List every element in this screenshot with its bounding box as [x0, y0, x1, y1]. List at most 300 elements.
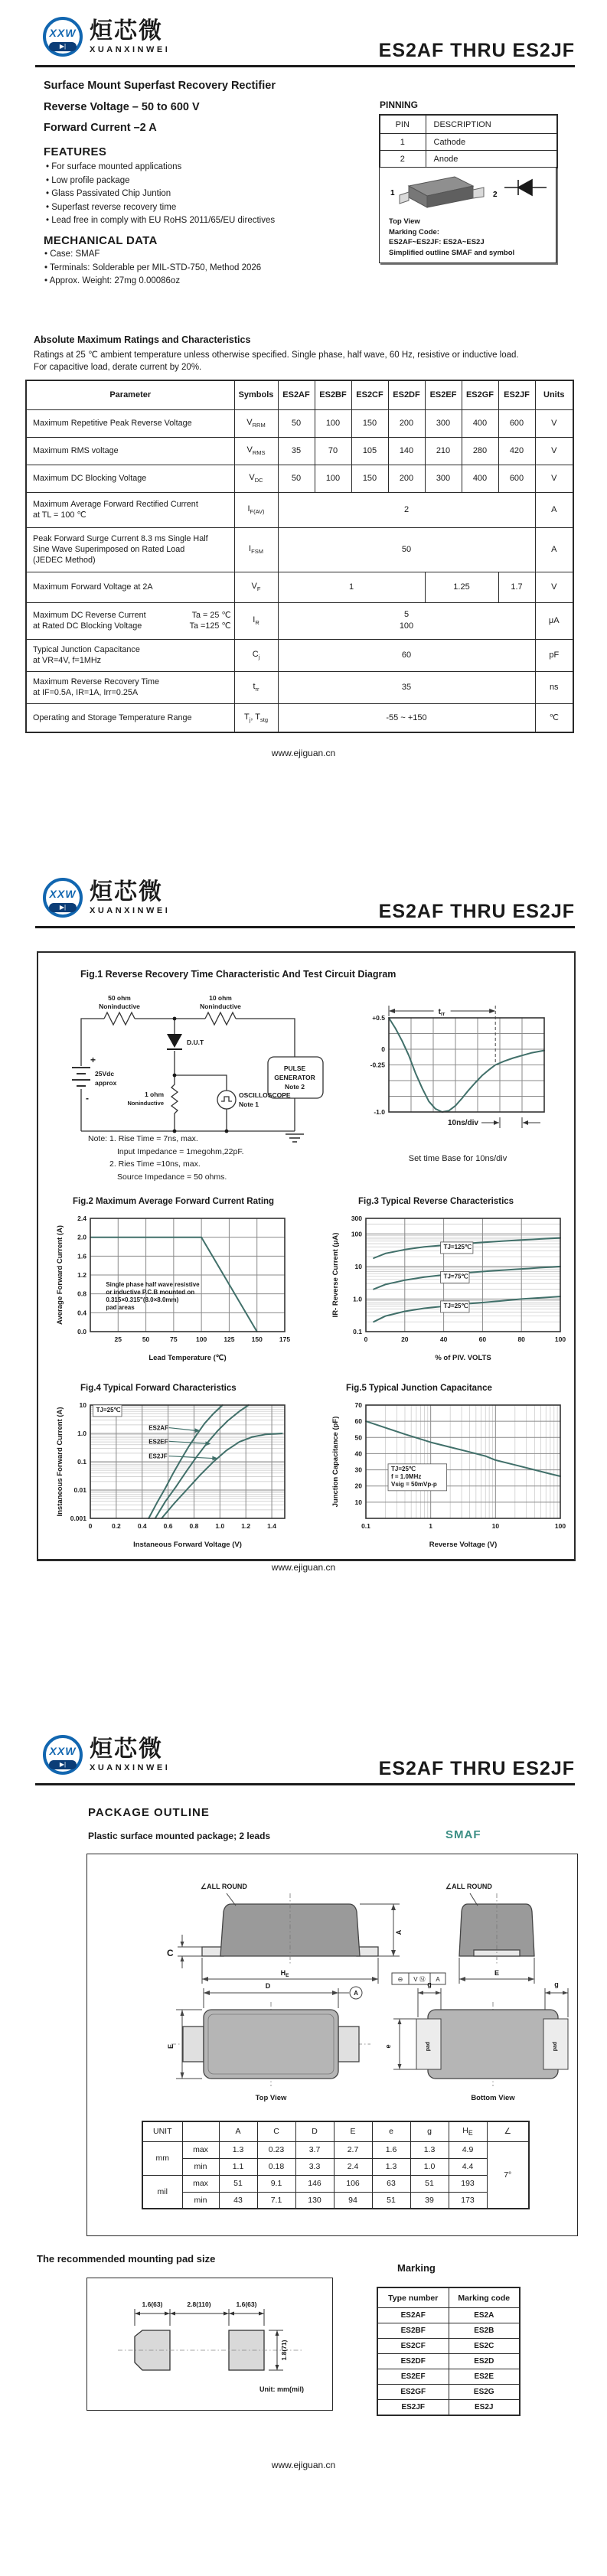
table-header-row	[377, 2287, 520, 2308]
dim-col-header: E	[334, 2121, 372, 2141]
svg-text:or inductive P.C.B mounted on: or inductive P.C.B mounted on	[106, 1288, 195, 1296]
svg-text:TJ=25℃: TJ=25℃	[391, 1465, 416, 1472]
pin2-label: 2	[493, 191, 498, 199]
svg-text:100: 100	[554, 1335, 566, 1343]
param-condition: Ta =125 ℃	[189, 621, 231, 631]
symbol-cell: $T_j$, $T_{stg}$	[234, 703, 278, 732]
angle-value: 7°	[487, 2141, 529, 2209]
type-number: ES2JF	[377, 2400, 449, 2416]
features-list	[46, 161, 275, 228]
package-name: SMAF	[445, 1828, 481, 1841]
col-header-symbols: Symbols	[234, 380, 278, 409]
svg-text:0.6: 0.6	[163, 1522, 173, 1530]
fig1-test-circuit	[60, 990, 335, 1152]
dim-value: 173	[449, 2192, 487, 2209]
dim-value: 3.7	[295, 2141, 334, 2158]
dim-e-small-label: e	[384, 2044, 392, 2049]
type-number: ES2DF	[377, 2354, 449, 2369]
svg-text:50: 50	[142, 1335, 150, 1343]
type-number: ES2EF	[377, 2369, 449, 2385]
minmax-cell: min	[182, 2158, 219, 2175]
marking-code: ES2E	[449, 2369, 520, 2385]
svg-text:1: 1	[429, 1522, 433, 1530]
description-col-header: DESCRIPTION	[426, 115, 557, 134]
param-text: Maximum Reverse Recovery Time	[33, 677, 159, 686]
brand-logo-icon	[43, 1735, 83, 1775]
unit-mm-cell: mm	[142, 2141, 182, 2175]
package-outline-heading: PACKAGE OUTLINE	[88, 1806, 210, 1819]
table-header-row	[142, 2121, 529, 2141]
header-rule	[35, 1783, 575, 1785]
unit-cell: ℃	[535, 703, 573, 732]
logo-xxw-text: XXW	[49, 888, 77, 900]
svg-text:pad areas: pad areas	[106, 1303, 135, 1311]
dim-value: 51	[219, 2175, 257, 2192]
resistor2-label: 10 ohm	[209, 994, 232, 1002]
dim-value: 1.1	[219, 2158, 257, 2175]
mechanical-heading: MECHANICAL DATA	[44, 234, 158, 247]
param-text: at IF=0.5A, IR=1A, Irr=0.25A	[33, 688, 139, 697]
feature-item: • Superfast reverse recovery time	[46, 201, 275, 215]
type-number-header: Type number	[377, 2287, 449, 2308]
svg-text:0.4: 0.4	[137, 1522, 147, 1530]
value-cell: 100	[315, 465, 351, 492]
logo-diode-icon: ▶|	[49, 903, 77, 912]
resistor3-label: 1 ohm	[144, 1091, 164, 1098]
dim-col-header: C	[257, 2121, 295, 2141]
svg-text:50: 50	[354, 1433, 362, 1442]
note-line: Input Impedance = 1megohm,22pF.	[117, 1146, 244, 1156]
dim-value: 51	[410, 2175, 449, 2192]
package-note-line: ES2AF~ES2JF: ES2A~ES2J	[389, 238, 485, 246]
symbol-cell: $C_j$	[234, 639, 278, 671]
col-header-es2cf: ES2CF	[351, 380, 388, 409]
resistor2-sublabel: Noninductive	[200, 1003, 241, 1010]
svg-text:10: 10	[354, 1262, 362, 1270]
logo-xxw-text: XXW	[49, 27, 77, 39]
value-cell: 300	[425, 465, 462, 492]
dim-c-label: C	[167, 1948, 174, 1958]
battery-plus: +	[90, 1055, 96, 1065]
svg-text:Lead Temperature (℃): Lead Temperature (℃)	[148, 1354, 227, 1362]
pin-col-header: PIN	[380, 115, 426, 134]
svg-text:0: 0	[88, 1522, 93, 1530]
table-row	[142, 2192, 529, 2209]
value-cell: 420	[498, 437, 535, 465]
param-text: Maximum Forward Voltage at 2A	[33, 582, 153, 592]
type-number: ES2CF	[377, 2339, 449, 2354]
unit-cell: pF	[535, 639, 573, 671]
logo-diode-icon: ▶|	[49, 1760, 77, 1769]
svg-text:Instaneous Forward Current (A): Instaneous Forward Current (A)	[56, 1407, 64, 1517]
svg-text:40: 40	[439, 1335, 448, 1343]
battery-approx: approx	[95, 1079, 117, 1087]
pinning-table	[379, 114, 558, 168]
svg-text:Junction Capacitance (pF): Junction Capacitance (pF)	[331, 1416, 340, 1508]
table-row	[26, 602, 573, 639]
brand-logo-icon	[43, 17, 83, 57]
ratings-intro-1: Ratings at 25 ℃ ambient temperature unless otherwise specified. Single phase, half wave, 60 Hz, resistive or inductive load.	[34, 351, 519, 360]
marking-table	[377, 2287, 521, 2416]
features-heading: FEATURES	[44, 145, 107, 158]
svg-text:100: 100	[196, 1335, 207, 1343]
fig5-chart	[328, 1399, 571, 1552]
symbol-cell: $V_{RMS}$	[234, 437, 278, 465]
col-header-units: Units	[535, 380, 573, 409]
table-row	[377, 2369, 520, 2385]
svg-text:1.0: 1.0	[353, 1295, 362, 1303]
svg-text:175: 175	[279, 1335, 291, 1343]
value-cell: 105	[351, 437, 388, 465]
pad-label: pad	[426, 2041, 431, 2052]
col-header-es2jf: ES2JF	[498, 380, 535, 409]
angle-col-header: ∠	[487, 2121, 529, 2141]
svg-text:ES2EF: ES2EF	[148, 1438, 168, 1446]
package-drawing	[380, 168, 554, 210]
fig1-wave-caption: Set time Base for 10ns/div	[408, 1154, 507, 1163]
package-symbol-box	[379, 167, 556, 263]
svg-text:125: 125	[224, 1335, 235, 1343]
unit-mil-cell: mil	[142, 2175, 182, 2209]
svg-text:0: 0	[364, 1335, 368, 1343]
svg-text:0.8: 0.8	[189, 1522, 199, 1530]
table-row	[377, 2385, 520, 2400]
param-text: at VR=4V, f=1MHz	[33, 656, 102, 665]
mounting-pad-box	[86, 2278, 333, 2411]
dim-value: 0.23	[257, 2141, 295, 2158]
value-cell: 70	[315, 437, 351, 465]
mounting-pad-heading: The recommended mounting pad size	[37, 2253, 216, 2265]
value-cell: 1.25	[425, 572, 498, 602]
symbol-cell: $t_{rr}$	[234, 671, 278, 703]
all-round-label: ∠ALL ROUND	[201, 1883, 247, 1890]
unit-cell: A	[535, 527, 573, 572]
svg-text:f = 1.0MHz: f = 1.0MHz	[391, 1472, 422, 1480]
svg-text:20: 20	[401, 1335, 409, 1343]
table-row	[26, 671, 573, 703]
param-text: Sine Wave Superimposed on Rated Load	[33, 545, 185, 554]
table-row	[377, 2400, 520, 2416]
svg-text:trr: $t_{rr}$	[438, 1008, 445, 1017]
value-cell: 50	[278, 465, 315, 492]
marking-heading: Marking	[397, 2262, 436, 2274]
fig4-chart	[52, 1399, 295, 1552]
table-row	[26, 492, 573, 527]
svg-text:Reverse Voltage (V): Reverse Voltage (V)	[429, 1541, 498, 1549]
table-row	[26, 409, 573, 437]
svg-text:2.0: 2.0	[77, 1233, 86, 1241]
all-round-label: ∠ALL ROUND	[445, 1883, 492, 1890]
param-text: Maximum Repetitive Peak Reverse Voltage	[33, 419, 192, 428]
unit-cell: V	[535, 465, 573, 492]
mechanical-item: • Terminals: Solderable per MIL-STD-750, Method 2026	[44, 262, 261, 276]
marking-code: ES2D	[449, 2354, 520, 2369]
svg-text:ES2JF: ES2JF	[148, 1453, 168, 1460]
table-row	[380, 151, 557, 168]
marking-code: ES2J	[449, 2400, 520, 2416]
feature-item: • Low profile package	[46, 174, 275, 188]
package-note-line: Marking Code:	[389, 227, 439, 236]
svg-text:300: 300	[351, 1215, 362, 1222]
svg-text:20: 20	[354, 1482, 362, 1490]
svg-text:1.0: 1.0	[77, 1430, 86, 1437]
pad-dim-label: 1.6(63)	[236, 2300, 257, 2308]
param-text: Maximum DC Blocking Voltage	[33, 474, 147, 483]
pin1-label: 1	[390, 189, 395, 197]
dim-value: 94	[334, 2192, 372, 2209]
table-header-row	[26, 380, 573, 409]
diode-symbol-icon	[504, 180, 547, 195]
ratings-heading: Absolute Maximum Ratings and Characteristics	[34, 334, 251, 345]
col-header-es2bf: ES2BF	[315, 380, 351, 409]
svg-text:Single phase half wave resisti: Single phase half wave resistive	[106, 1280, 200, 1288]
svg-text:0.8: 0.8	[77, 1290, 86, 1298]
marking-code: ES2A	[449, 2308, 520, 2323]
dim-he-label: $H_E$	[280, 1969, 289, 1978]
svg-text:1.2: 1.2	[241, 1522, 251, 1530]
dim-col-header: D	[295, 2121, 334, 2141]
brand-name-cn: 烜芯微	[90, 18, 163, 44]
dim-value: 130	[295, 2192, 334, 2209]
brand-name-cn: 烜芯微	[90, 1736, 163, 1762]
svg-text:% of PIV. VOLTS: % of PIV. VOLTS	[435, 1354, 491, 1362]
dim-d-label: D	[265, 1982, 271, 1990]
svg-text:100: 100	[554, 1522, 566, 1530]
svg-text:40: 40	[354, 1449, 362, 1458]
note-line: Note: 1. Rise Time = 7ns, max.	[88, 1134, 198, 1143]
pin-number: 2	[380, 151, 426, 168]
dim-value: 1.3	[410, 2141, 449, 2158]
footer-url: www.ejiguan.cn	[271, 2460, 336, 2470]
dim-value: 2.7	[334, 2141, 372, 2158]
dim-value: 4.4	[449, 2158, 487, 2175]
pinning-heading: PINNING	[380, 99, 419, 110]
brand-logo	[43, 17, 170, 57]
brand-name-en: XUANXINWEI	[90, 905, 171, 915]
header-rule	[35, 65, 575, 67]
value-cell: 200	[388, 409, 425, 437]
table-row	[26, 465, 573, 492]
feature-item: • Glass Passivated Chip Juntion	[46, 187, 275, 201]
svg-text:150: 150	[251, 1335, 263, 1343]
brand-name-cn: 烜芯微	[90, 879, 163, 905]
dim-value: 4.9	[449, 2141, 487, 2158]
unit-cell: V	[535, 572, 573, 602]
dim-value: 7.1	[257, 2192, 295, 2209]
value-cell: 100	[315, 409, 351, 437]
dim-value: 39	[410, 2192, 449, 2209]
dim-value: 1.6	[372, 2141, 410, 2158]
svg-text:TJ=75℃: TJ=75℃	[443, 1273, 468, 1280]
part-range-title: ES2AF THRU ES2JF	[378, 40, 575, 61]
symbol-cell: $I_{FSM}$	[234, 527, 278, 572]
dim-value: 106	[334, 2175, 372, 2192]
footer-url: www.ejiguan.cn	[271, 748, 336, 758]
table-row	[142, 2141, 529, 2158]
forward-current-line: Forward Current –2 A	[44, 122, 157, 134]
minmax-col-header	[182, 2121, 219, 2141]
value-cell: 400	[462, 409, 498, 437]
dim-a-label: A	[395, 1929, 403, 1935]
svg-text:70: 70	[354, 1401, 362, 1409]
type-number: ES2BF	[377, 2323, 449, 2339]
table-row	[380, 134, 557, 151]
svg-text:10: 10	[79, 1401, 86, 1409]
svg-text:Instaneous Forward Voltage (V): Instaneous Forward Voltage (V)	[133, 1541, 242, 1549]
dim-col-header-he: $H_E$	[449, 2121, 487, 2141]
svg-text:1.2: 1.2	[77, 1271, 86, 1279]
tolerance-value: V Ⓜ	[413, 1976, 426, 1983]
part-range-title: ES2AF THRU ES2JF	[378, 901, 575, 922]
param-text: Maximum DC Reverse Current	[33, 611, 146, 620]
dut-label: D.U.T	[187, 1039, 204, 1046]
param-text: Maximum Average Forward Rectified Current	[33, 500, 198, 509]
fig4-title: Fig.4 Typical Forward Characteristics	[80, 1384, 237, 1393]
fig3-chart	[328, 1212, 571, 1365]
mounting-pad-drawing	[87, 2278, 331, 2408]
pulse-generator-label2: GENERATOR	[274, 1074, 315, 1081]
marking-code-header: Marking code	[449, 2287, 520, 2308]
footer-url: www.ejiguan.cn	[271, 1562, 336, 1573]
mechanical-list	[44, 248, 261, 289]
svg-text:Vsig = 50mVp-p: Vsig = 50mVp-p	[391, 1480, 437, 1488]
param-text: (JEDEC Method)	[33, 556, 96, 565]
dim-value: 193	[449, 2175, 487, 2192]
col-header-es2af: ES2AF	[278, 380, 315, 409]
dim-value: 9.1	[257, 2175, 295, 2192]
page-header	[0, 878, 607, 928]
svg-text:10: 10	[491, 1522, 500, 1530]
fig3-title: Fig.3 Typical Reverse Characteristics	[358, 1197, 514, 1206]
dim-e2-label: E	[167, 2043, 175, 2049]
param-text: Operating and Storage Temperature Range	[33, 712, 192, 722]
dim-value: 0.18	[257, 2158, 295, 2175]
svg-text:TJ=25℃: TJ=25℃	[443, 1302, 468, 1309]
package-note-line: Top View	[389, 217, 420, 226]
table-row	[142, 2158, 529, 2175]
pin-number: 1	[380, 134, 426, 151]
symbol-cell: $V_{RRM}$	[234, 409, 278, 437]
pad-label: pad	[553, 2041, 558, 2052]
svg-text:100: 100	[351, 1230, 362, 1238]
header-rule	[35, 926, 575, 928]
brand-words	[90, 1738, 170, 1772]
svg-text:25: 25	[114, 1335, 122, 1343]
table-row	[377, 2308, 520, 2323]
dim-e-label: E	[494, 1969, 500, 1977]
oscilloscope-label: OSCILLOSCOPE	[239, 1091, 291, 1099]
top-view-label: Top View	[255, 2094, 287, 2102]
fig1-waveform-chart	[358, 995, 553, 1144]
battery-minus: -	[86, 1093, 89, 1104]
brand-words	[90, 20, 170, 54]
param-condition: Ta = 25 ℃	[191, 611, 231, 620]
pulse-generator-label: PULSE	[283, 1065, 306, 1072]
svg-text:30: 30	[354, 1466, 362, 1474]
col-header-es2gf: ES2GF	[462, 380, 498, 409]
value-cell: 60	[278, 639, 535, 671]
package-outline-subheading: Plastic surface mounted package; 2 leads	[88, 1831, 271, 1841]
table-row	[26, 703, 573, 732]
dim-value: 146	[295, 2175, 334, 2192]
part-range-title: ES2AF THRU ES2JF	[378, 1758, 575, 1779]
table-row	[26, 527, 573, 572]
fig5-title: Fig.5 Typical Junction Capacitance	[346, 1384, 492, 1393]
table-row	[142, 2175, 529, 2192]
feature-item: • For surface mounted applications	[46, 161, 275, 174]
svg-text:0.315×0.315"(8.0×8.0mm): 0.315×0.315"(8.0×8.0mm)	[106, 1296, 179, 1303]
resistor1-sublabel: Noninductive	[99, 1003, 140, 1010]
unit-cell: A	[535, 492, 573, 527]
unit-cell: V	[535, 409, 573, 437]
svg-text:0.1: 0.1	[77, 1458, 86, 1466]
col-header-parameter: Parameter	[26, 380, 234, 409]
svg-text:75: 75	[170, 1335, 178, 1343]
dim-value: 3.3	[295, 2158, 334, 2175]
dim-col-header: e	[372, 2121, 410, 2141]
value-cell: 35	[278, 437, 315, 465]
package-outline-drawing	[87, 1857, 576, 2117]
fig1-title: Fig.1 Reverse Recovery Time Characteristic And Test Circuit Diagram	[80, 969, 397, 980]
minmax-cell: min	[182, 2192, 219, 2209]
value-cell: 600	[498, 465, 535, 492]
datum-a-label: A	[354, 1990, 358, 1997]
svg-text:0: 0	[381, 1045, 385, 1053]
ratings-table	[25, 380, 574, 733]
dim-col-header: g	[410, 2121, 449, 2141]
unit-cell: ns	[535, 671, 573, 703]
param-text: Peak Forward Surge Current 8.3 ms Single Half	[33, 534, 208, 543]
value-cell: 50	[278, 527, 535, 572]
page-header	[0, 17, 607, 67]
svg-text:0.0: 0.0	[77, 1328, 86, 1335]
fig1-notes	[88, 1133, 243, 1183]
value-cell: 1.7	[498, 572, 535, 602]
value-cell: -55 ~ +150	[278, 703, 535, 732]
svg-text:1.4: 1.4	[267, 1522, 276, 1530]
value-cell: 5 100	[278, 602, 535, 639]
dim-g2-label: g	[554, 1981, 559, 1988]
svg-text:Average Forward Current (A): Average Forward Current (A)	[56, 1224, 64, 1325]
symbol-cell: $I_R$	[234, 602, 278, 639]
resistor1-label: 50 ohm	[108, 994, 131, 1002]
pad-dim-label: 1.6(63)	[142, 2300, 163, 2308]
product-headline: Surface Mount Superfast Recovery Rectifier	[44, 80, 276, 92]
value-cell: 400	[462, 465, 498, 492]
col-header-es2ef: ES2EF	[425, 380, 462, 409]
svg-text:TJ=25℃: TJ=25℃	[96, 1406, 121, 1414]
svg-text:1.6: 1.6	[77, 1252, 86, 1260]
brand-logo	[43, 878, 170, 918]
marking-code: ES2G	[449, 2385, 520, 2400]
battery-voltage: 25Vdc	[95, 1070, 115, 1078]
ratings-intro-2: For capacitive load, derate current by 20%.	[34, 363, 202, 372]
reverse-voltage-line: Reverse Voltage – 50 to 600 V	[44, 101, 200, 113]
table-row	[377, 2323, 520, 2339]
svg-text:10: 10	[354, 1498, 362, 1506]
dim-value: 2.4	[334, 2158, 372, 2175]
dim-value: 51	[372, 2192, 410, 2209]
dim-value: 63	[372, 2175, 410, 2192]
oscilloscope-note: Note 1	[239, 1101, 259, 1108]
logo-xxw-text: XXW	[49, 1745, 77, 1757]
marking-code: ES2C	[449, 2339, 520, 2354]
svg-text:1.0: 1.0	[215, 1522, 225, 1530]
mechanical-item: • Approx. Weight: 27mg 0.00086oz	[44, 275, 261, 289]
value-cell: 600	[498, 409, 535, 437]
fig2-title: Fig.2 Maximum Average Forward Current Rating	[73, 1197, 275, 1206]
dim-value: 1.3	[219, 2141, 257, 2158]
